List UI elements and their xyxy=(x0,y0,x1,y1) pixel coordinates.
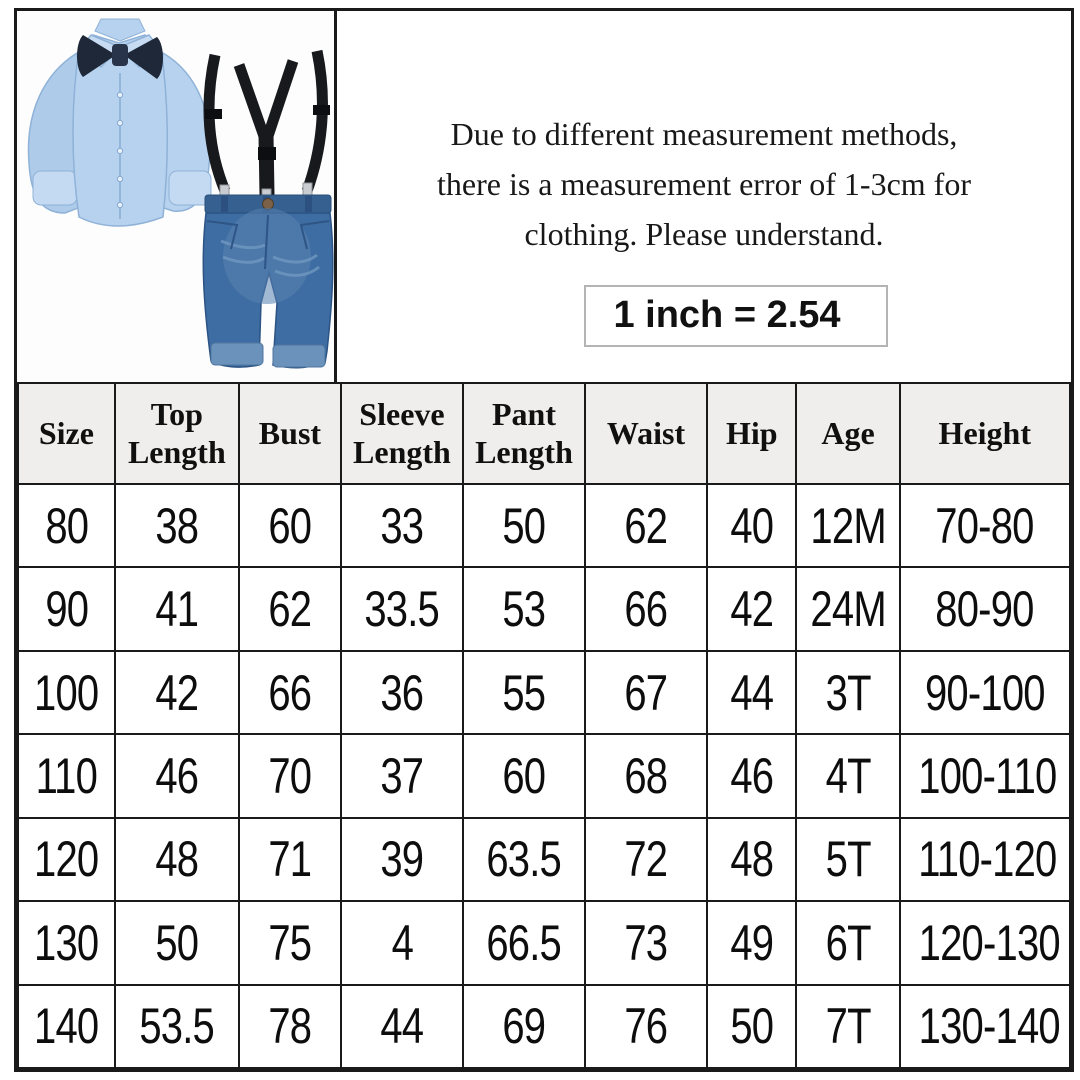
table-cell: 39 xyxy=(341,818,463,901)
product-photo-graphic xyxy=(17,11,334,379)
table-cell: 90-100 xyxy=(900,651,1070,734)
table-cell: 76 xyxy=(585,985,707,1068)
inch-conversion-box: 1 inch = 2.54 xyxy=(584,285,888,347)
product-photo xyxy=(17,11,337,382)
table-row xyxy=(18,734,1070,817)
table-cell: 53 xyxy=(463,567,585,650)
table-cell: 50 xyxy=(707,985,796,1068)
table-cell: 3T xyxy=(796,651,899,734)
table-cell: 66 xyxy=(239,651,341,734)
measurement-notice xyxy=(437,109,971,259)
table-row xyxy=(18,651,1070,734)
table-cell: 120-130 xyxy=(900,901,1070,984)
size-table-section xyxy=(17,382,1071,1069)
table-cell: 48 xyxy=(115,818,239,901)
table-cell: 62 xyxy=(585,484,707,567)
table-cell: 100 xyxy=(18,651,115,734)
table-cell: 80 xyxy=(18,484,115,567)
column-header: Top Length xyxy=(115,383,239,484)
table-cell: 33 xyxy=(341,484,463,567)
table-cell: 71 xyxy=(239,818,341,901)
table-cell: 66.5 xyxy=(463,901,585,984)
column-header: Waist xyxy=(585,383,707,484)
table-cell: 24M xyxy=(796,567,899,650)
table-cell: 72 xyxy=(585,818,707,901)
table-cell: 44 xyxy=(707,651,796,734)
table-cell: 120 xyxy=(18,818,115,901)
table-cell: 48 xyxy=(707,818,796,901)
table-cell: 49 xyxy=(707,901,796,984)
table-cell: 73 xyxy=(585,901,707,984)
table-cell: 5T xyxy=(796,818,899,901)
table-cell: 4T xyxy=(796,734,899,817)
table-row xyxy=(18,818,1070,901)
table-cell: 7T xyxy=(796,985,899,1068)
table-cell: 68 xyxy=(585,734,707,817)
table-cell: 37 xyxy=(341,734,463,817)
table-cell: 70-80 xyxy=(900,484,1070,567)
table-cell: 78 xyxy=(239,985,341,1068)
table-cell: 46 xyxy=(707,734,796,817)
table-cell: 80-90 xyxy=(900,567,1070,650)
column-header: Age xyxy=(796,383,899,484)
table-cell: 50 xyxy=(115,901,239,984)
column-header: Bust xyxy=(239,383,341,484)
table-cell: 41 xyxy=(115,567,239,650)
suspenders-graphic xyxy=(205,51,330,201)
table-cell: 75 xyxy=(239,901,341,984)
table-cell: 40 xyxy=(707,484,796,567)
table-cell: 42 xyxy=(707,567,796,650)
table-row xyxy=(18,567,1070,650)
size-table xyxy=(17,382,1071,1069)
table-cell: 12M xyxy=(796,484,899,567)
table-cell: 38 xyxy=(115,484,239,567)
table-cell: 44 xyxy=(341,985,463,1068)
notice-line: there is a measurement error of 1-3cm for xyxy=(437,166,971,202)
table-cell: 33.5 xyxy=(341,567,463,650)
column-header: Height xyxy=(900,383,1070,484)
table-row xyxy=(18,901,1070,984)
table-cell: 69 xyxy=(463,985,585,1068)
table-cell: 140 xyxy=(18,985,115,1068)
table-cell: 53.5 xyxy=(115,985,239,1068)
table-cell: 90 xyxy=(18,567,115,650)
notice-section xyxy=(337,11,1071,382)
table-cell: 130-140 xyxy=(900,985,1070,1068)
table-cell: 66 xyxy=(585,567,707,650)
table-cell: 67 xyxy=(585,651,707,734)
table-cell: 46 xyxy=(115,734,239,817)
table-cell: 110 xyxy=(18,734,115,817)
table-cell: 70 xyxy=(239,734,341,817)
jeans-graphic xyxy=(203,195,333,368)
table-cell: 4 xyxy=(341,901,463,984)
table-cell: 55 xyxy=(463,651,585,734)
column-header: Size xyxy=(18,383,115,484)
top-section xyxy=(17,11,1071,382)
table-cell: 6T xyxy=(796,901,899,984)
column-header: Pant Length xyxy=(463,383,585,484)
table-row xyxy=(18,484,1070,567)
header-row xyxy=(18,383,1070,484)
table-cell: 62 xyxy=(239,567,341,650)
column-header: Hip xyxy=(707,383,796,484)
chart-frame xyxy=(14,8,1074,1072)
table-cell: 60 xyxy=(463,734,585,817)
notice-line: clothing. Please understand. xyxy=(524,216,884,252)
table-cell: 50 xyxy=(463,484,585,567)
table-cell: 36 xyxy=(341,651,463,734)
table-cell: 100-110 xyxy=(900,734,1070,817)
notice-line: Due to different measurement methods, xyxy=(450,116,958,152)
table-row xyxy=(18,985,1070,1068)
table-cell: 42 xyxy=(115,651,239,734)
table-cell: 130 xyxy=(18,901,115,984)
table-cell: 60 xyxy=(239,484,341,567)
table-cell: 110-120 xyxy=(900,818,1070,901)
column-header: Sleeve Length xyxy=(341,383,463,484)
table-cell: 63.5 xyxy=(463,818,585,901)
